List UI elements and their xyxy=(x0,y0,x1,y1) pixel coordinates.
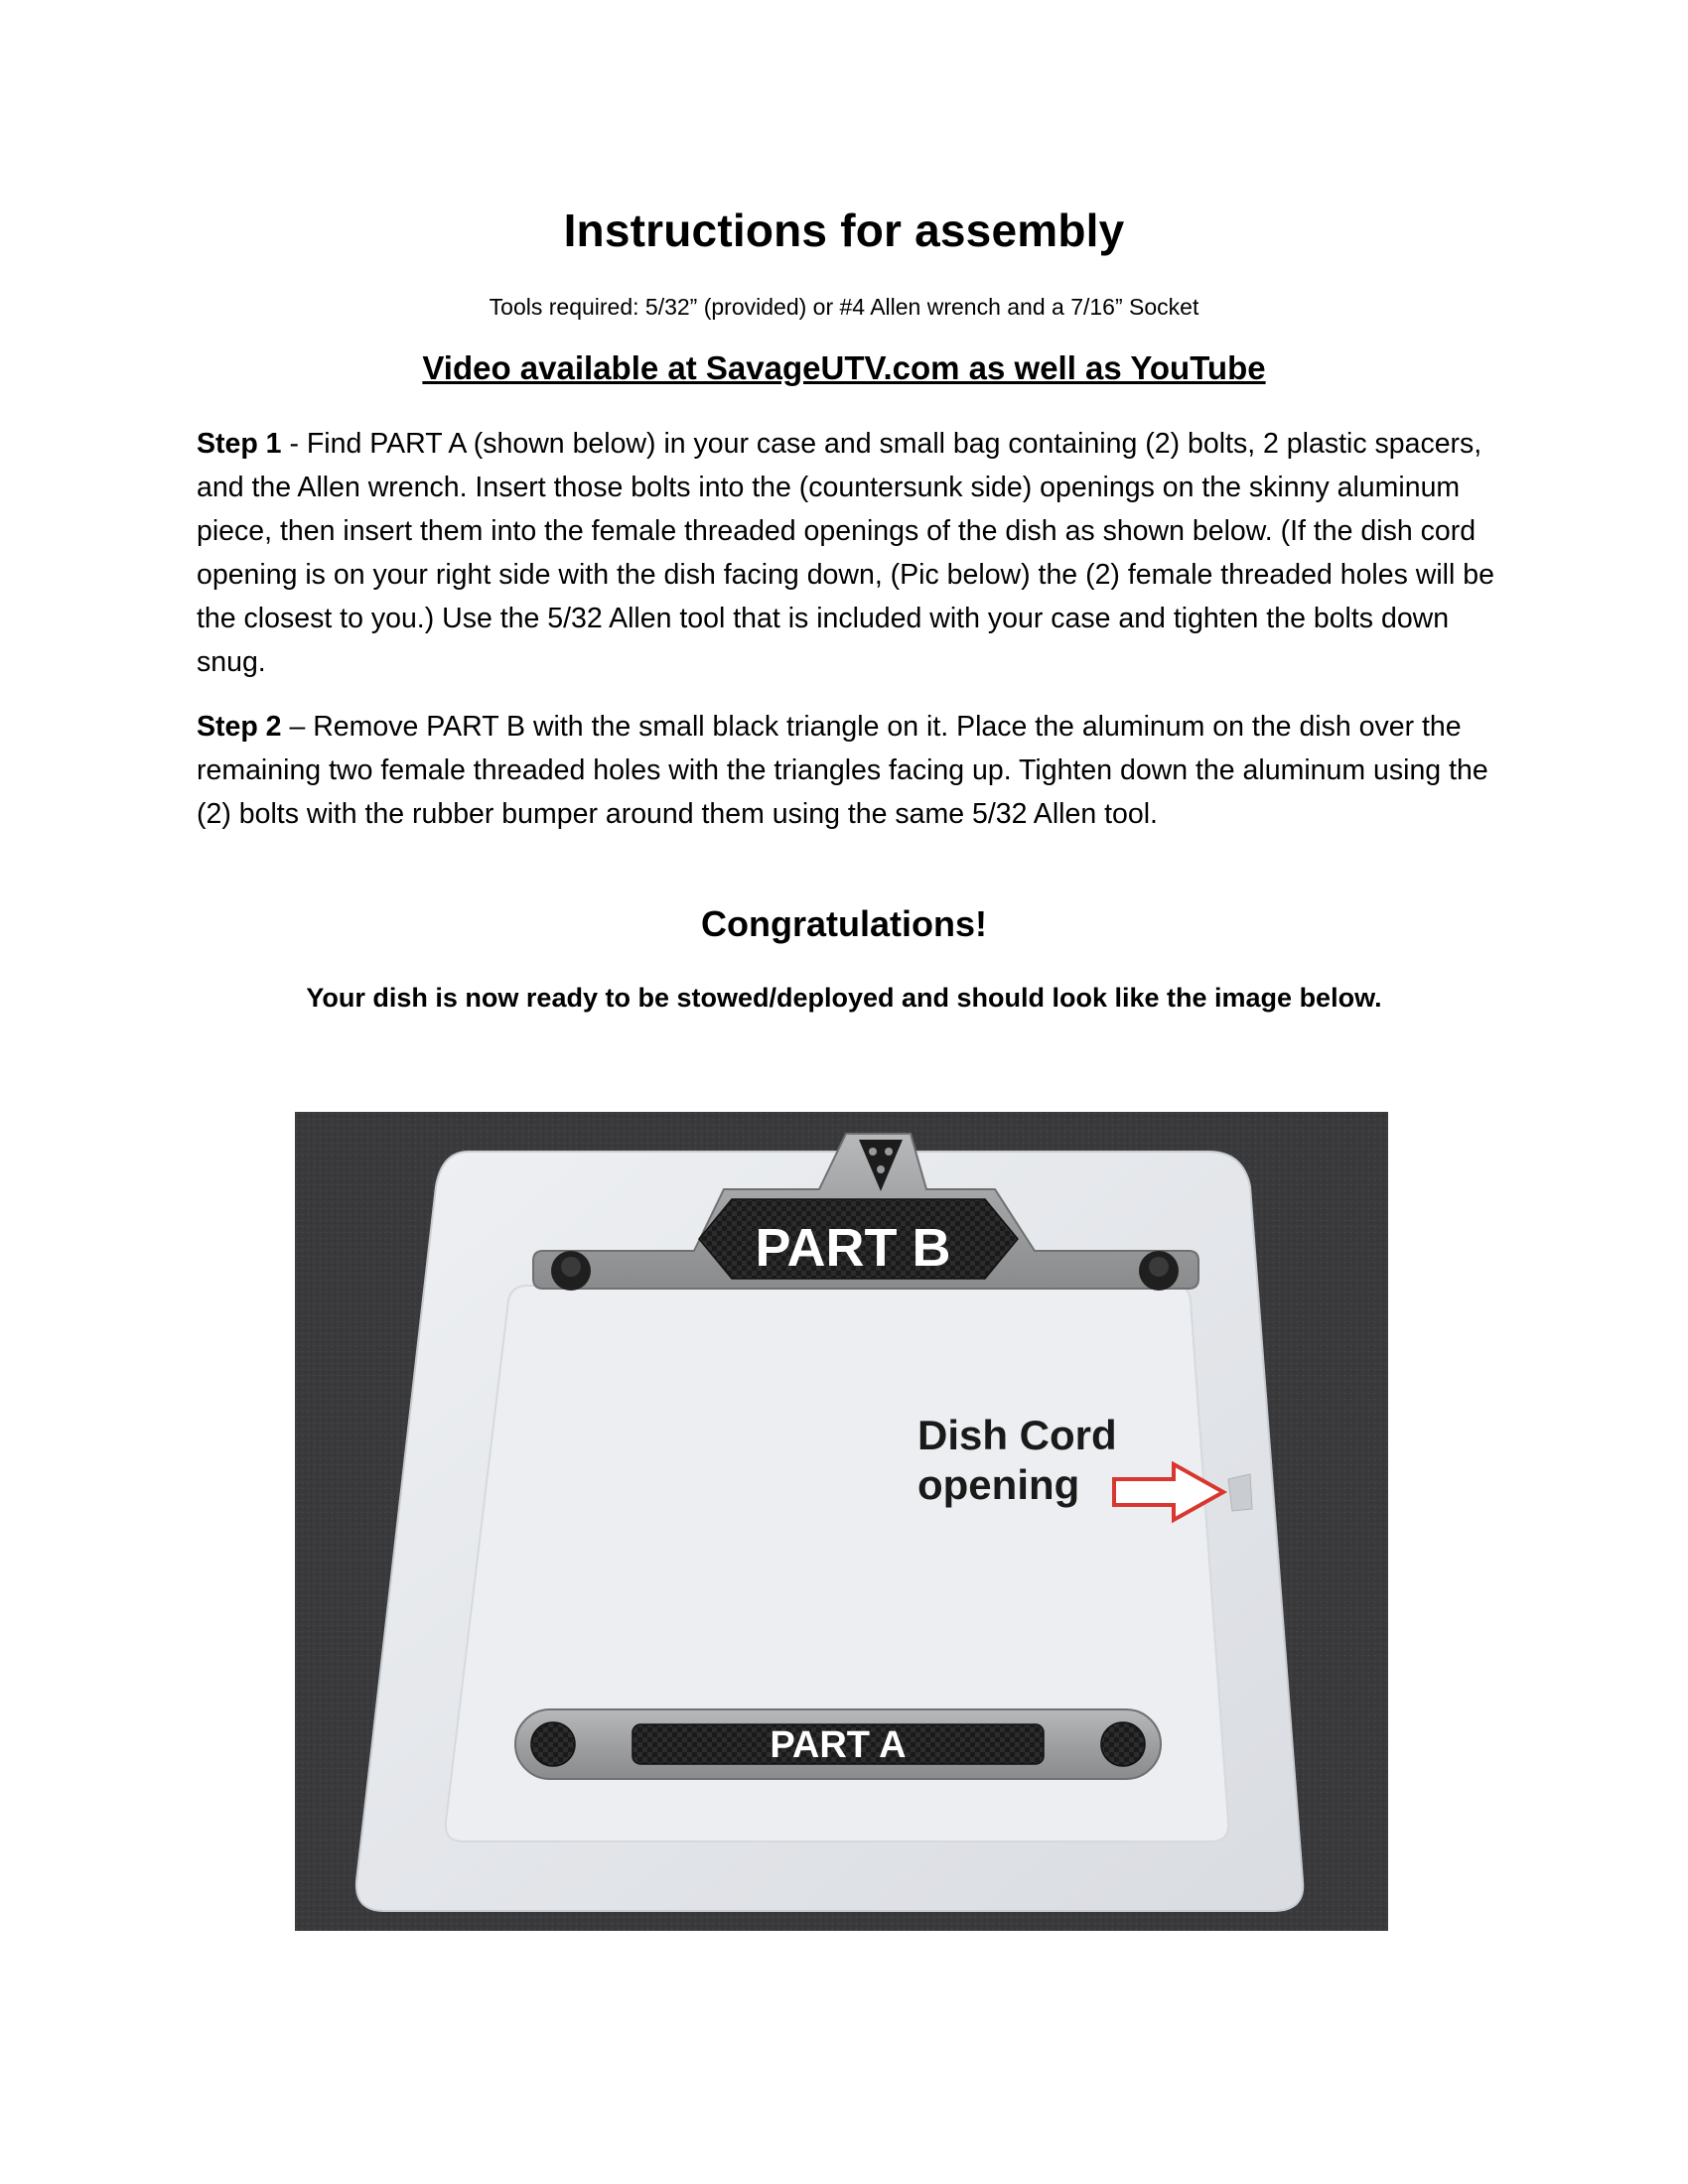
step-1-label: Step 1 xyxy=(197,428,282,460)
congratulations-heading: Congratulations! xyxy=(701,903,987,944)
part-a-bracket xyxy=(515,1709,1161,1779)
cord-opening xyxy=(1228,1474,1252,1511)
video-availability-link[interactable]: Video available at SavageUTV.com as well as YouTube xyxy=(422,349,1266,386)
step-2-paragraph xyxy=(197,705,1497,836)
ready-note: Your dish is now ready to be stowed/deployed and should look like the image below. xyxy=(306,983,1382,1013)
step-2-text: – Remove PART B with the small black triangle on it. Place the aluminum on the dish over the remaining two female threaded holes with the triangles facing up. Tighten down the aluminum using the (2) bolts with the rubber bumper around them using the same 5/32 Allen tool. xyxy=(197,711,1488,830)
tools-required: Tools required: 5/32” (provided) or #4 Allen wrench and a 7/16” Socket xyxy=(489,294,1199,320)
page-title: Instructions for assembly xyxy=(563,205,1125,256)
part-b-label: PART B xyxy=(755,1218,951,1278)
assembled-dish-photo xyxy=(295,1112,1388,1931)
step-2-label: Step 2 xyxy=(197,711,282,743)
step-1-text: - Find PART A (shown below) in your case and small bag containing (2) bolts, 2 plastic spacers, and the Allen wrench. Insert those bolts into the (countersunk side) openings on the skinny aluminum piece, then insert them into the female threaded openings of the dish as shown below. (If the dish cord opening is on your right side with the dish facing down, (Pic below) the (2) female threaded holes will be the closest to you.) Use the 5/32 Allen tool that is included with your case and tighten the bolts down snug. xyxy=(197,428,1494,678)
part-a-label: PART A xyxy=(770,1724,907,1766)
cord-label-line2: opening xyxy=(917,1461,1080,1508)
step-1-paragraph xyxy=(197,422,1497,684)
cord-label-line1: Dish Cord xyxy=(917,1412,1117,1458)
